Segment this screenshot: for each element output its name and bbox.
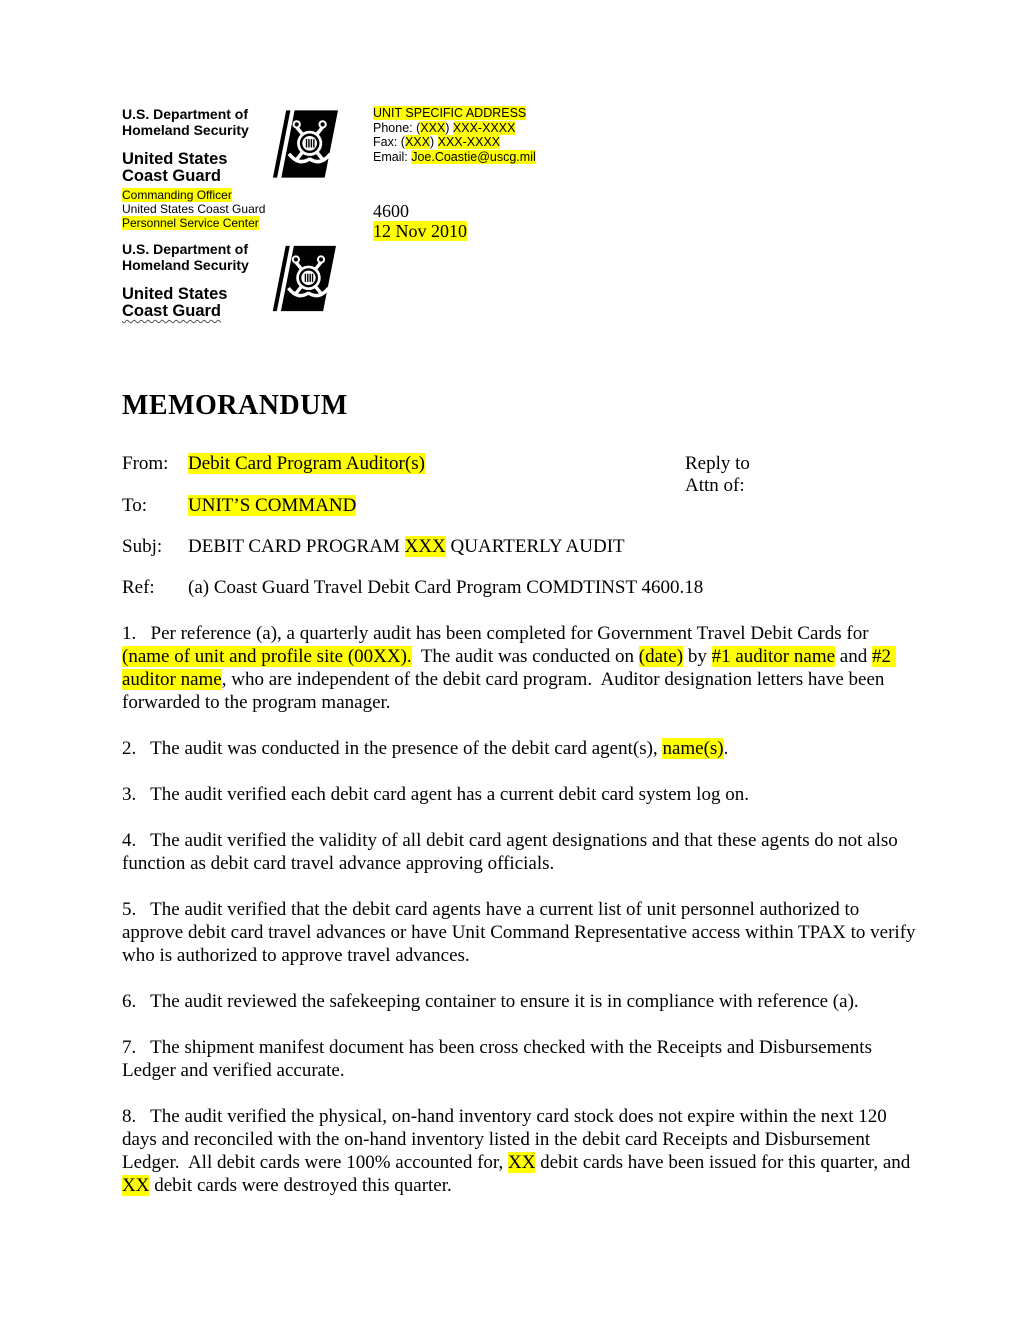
dept2-line-1: U.S. Department of bbox=[122, 241, 249, 257]
reply-line-2: Attn of: bbox=[685, 475, 745, 496]
org-line-2: Coast Guard bbox=[122, 167, 222, 185]
memo-paragraph: 4. The audit verified the validity of all debit card agent designations and that these agents do not also function as debit card travel advance approving officials. bbox=[122, 830, 903, 874]
ref-label: Ref: bbox=[122, 577, 155, 598]
uscg-logo-icon bbox=[268, 243, 336, 314]
date-text: 12 Nov 2010 bbox=[373, 221, 467, 241]
ref-row bbox=[122, 577, 922, 601]
memo-body bbox=[122, 622, 921, 1220]
phone-line: Phone: (XXX) XXX-XXXX bbox=[373, 120, 516, 135]
org2-line-1: United States bbox=[122, 285, 228, 303]
memo-paragraph: 5. The audit verified that the debit card agents have a current list of unit personnel authorized to approve debit card travel advances or have Unit Command Representative access within TPAX to verify who is authorized to approve travel advances. bbox=[122, 899, 921, 966]
ref-value: (a) Coast Guard Travel Debit Card Program COMDTINST 4600.18 bbox=[188, 577, 704, 598]
email-value: Joe.Coastie@uscg.mil bbox=[411, 149, 536, 164]
to-value: UNIT’S COMMAND bbox=[188, 495, 357, 516]
reply-line-1: Reply to bbox=[685, 453, 750, 474]
memo-paragraph: 6. The audit reviewed the safekeeping container to ensure it is in compliance with reference (a). bbox=[122, 991, 859, 1012]
memo-paragraph: 7. The shipment manifest document has been cross checked with the Receipts and Disbursements Ledger and verified accurate. bbox=[122, 1037, 877, 1081]
serial-number: 4600 bbox=[373, 201, 409, 221]
unit-line-text: Personnel Service Center bbox=[122, 216, 259, 230]
office-line bbox=[122, 188, 265, 202]
org2-line-2: Coast Guard bbox=[122, 302, 222, 320]
dept2-line-2: Homeland Security bbox=[122, 257, 249, 273]
org-line-1: United States bbox=[122, 150, 228, 168]
unit-address-block bbox=[373, 106, 536, 164]
memo-title: MEMORANDUM bbox=[122, 390, 348, 421]
uscg-logo-icon bbox=[268, 107, 338, 181]
subj-row bbox=[122, 536, 922, 560]
from-value: Debit Card Program Auditor(s) bbox=[188, 453, 425, 474]
office-line-text: Commanding Officer bbox=[122, 188, 232, 202]
coast-guard-logo-2 bbox=[268, 243, 336, 314]
memo-paragraph: 2. The audit was conducted in the presence of the debit card agent(s), name(s). bbox=[122, 738, 729, 759]
address-line-text: UNIT SPECIFIC ADDRESS bbox=[373, 106, 527, 120]
to-row bbox=[122, 495, 922, 519]
letterhead-block-1 bbox=[122, 106, 265, 230]
dept-line-1: U.S. Department of bbox=[122, 106, 249, 122]
org-sub-line: United States Coast Guard bbox=[122, 202, 266, 216]
date-line bbox=[373, 221, 467, 241]
address-line bbox=[373, 106, 536, 121]
letterhead-block-2 bbox=[122, 241, 249, 320]
from-label: From: bbox=[122, 453, 169, 474]
subj-value: DEBIT CARD PROGRAM XXX QUARTERLY AUDIT bbox=[188, 536, 625, 557]
subj-label: Subj: bbox=[122, 536, 163, 557]
fax-line: Fax: (XXX) XXX-XXXX bbox=[373, 135, 501, 149]
reply-attn-block bbox=[685, 453, 750, 497]
unit-line bbox=[122, 216, 265, 230]
dept-line-2: Homeland Security bbox=[122, 122, 249, 138]
memo-paragraph: 3. The audit verified each debit card agent has a current debit card system log on. bbox=[122, 784, 749, 805]
coast-guard-logo-1 bbox=[268, 107, 338, 181]
from-row bbox=[122, 453, 922, 477]
to-label: To: bbox=[122, 495, 148, 516]
memo-paragraph: 1. Per reference (a), a quarterly audit has been completed for Government Travel Debit Cards for (name of unit and profile site (00XX). The audit was conducted on (date) by #1 auditor name and #2 auditor name, who are independent of the debit card program. Auditor designation letters have been forwarded to the program manager. bbox=[122, 623, 896, 713]
memo-paragraph: 8. The audit verified the physical, on-hand inventory card stock does not expire within the next 120 days and reconciled with the on-hand inventory listed in the debit card Receipts and Disbursement Ledger. All debit cards were 100% accounted for, XX debit cards have been issued for this quarter, and XX debit cards were destroyed this quarter. bbox=[122, 1106, 916, 1196]
email-line: Email: Joe.Coastie@uscg.mil bbox=[373, 149, 536, 164]
